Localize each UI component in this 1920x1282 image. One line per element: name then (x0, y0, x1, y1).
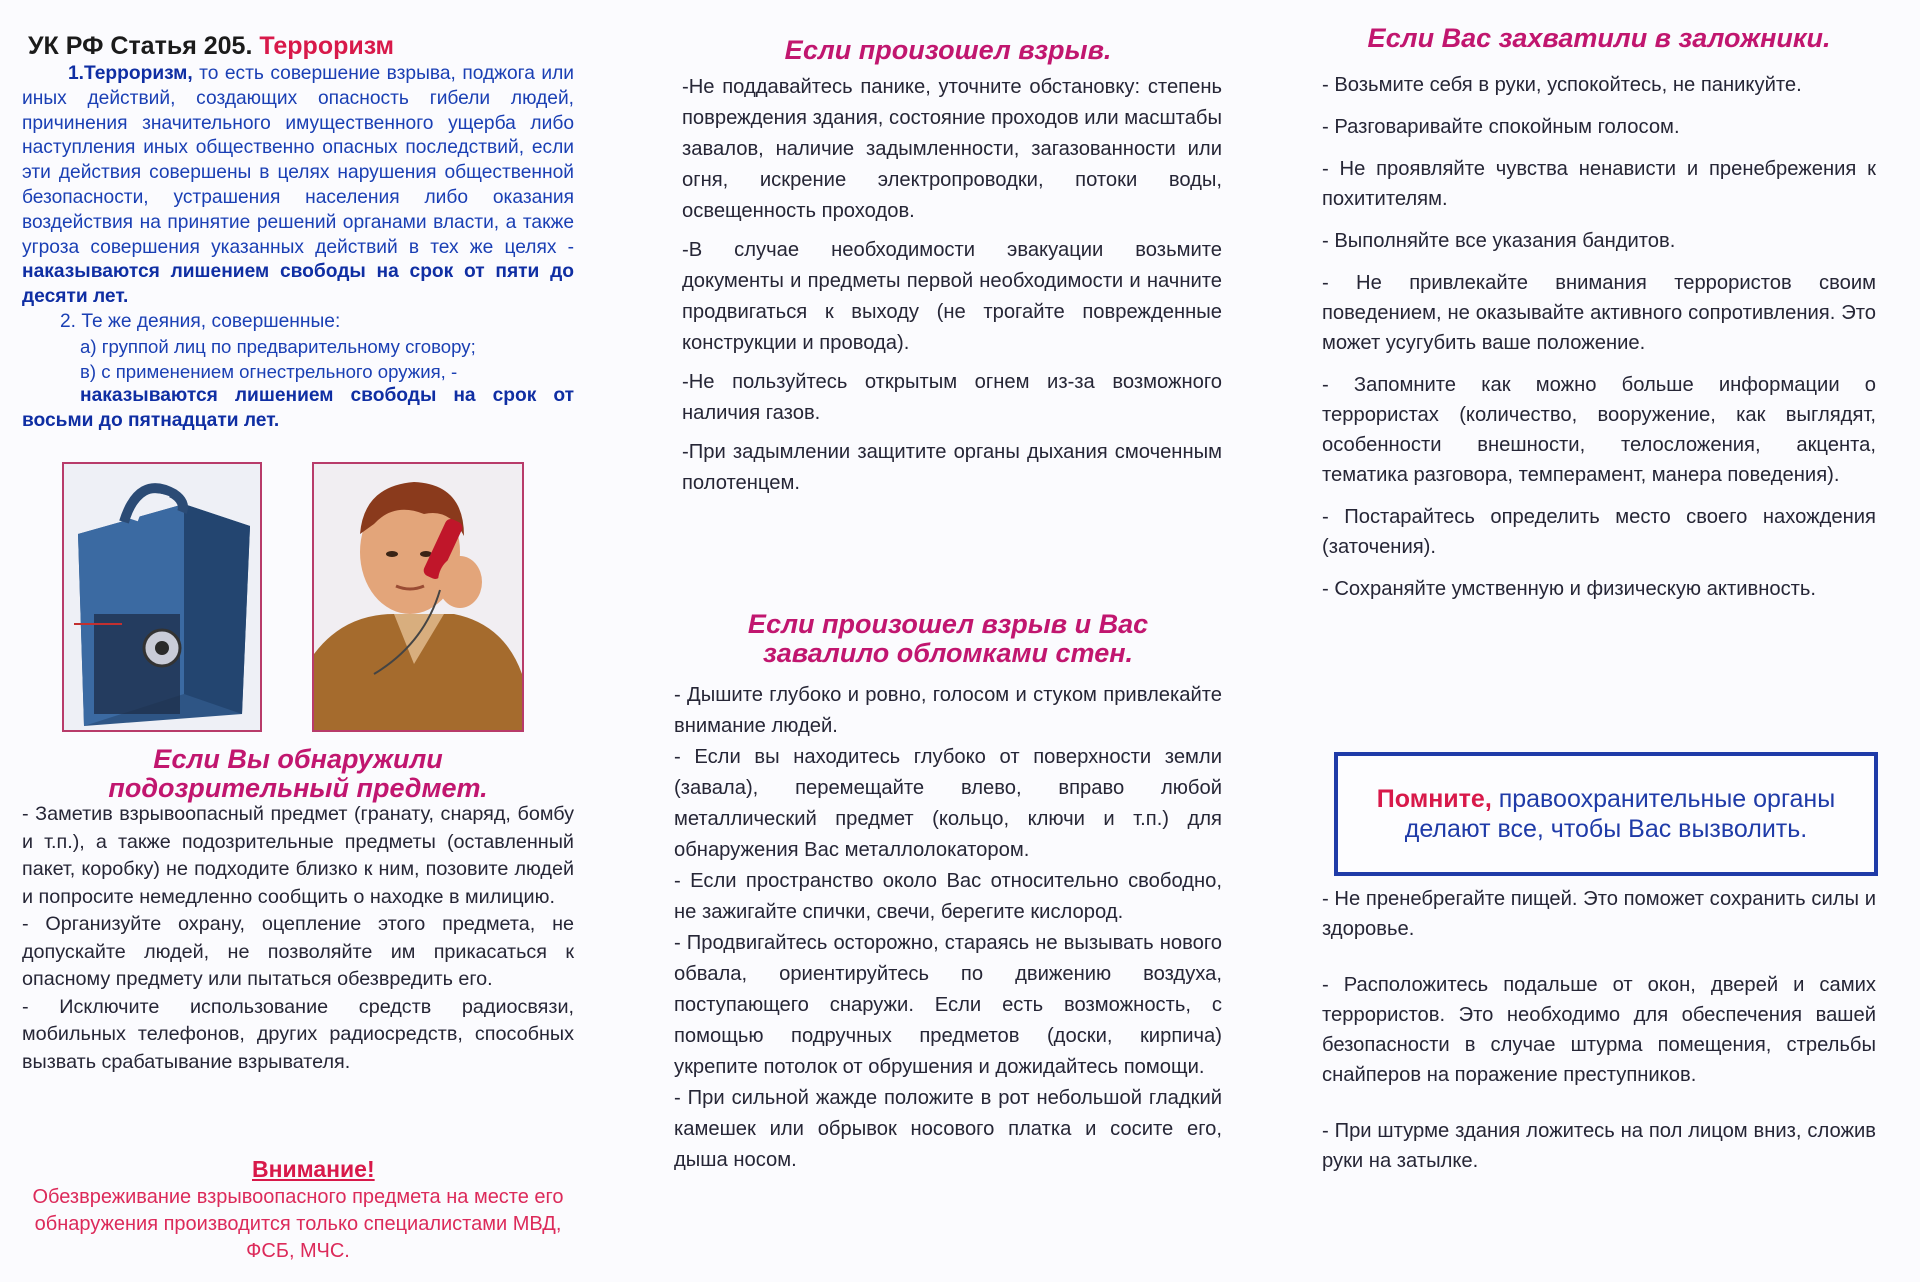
rubble-item: - Дышите глубоко и ровно, голосом и стуком привлекайте внимание людей. (674, 684, 1222, 737)
attention-text: Обезвреживание взрывоопасного предмета на месте его обнаружения производится только специалистами МВД, ФСБ, МЧС. (32, 1186, 564, 1262)
law-title-terrorism: Терроризм (259, 32, 395, 60)
rubble-item: - Если пространство около Вас относительно свободно, не зажигайте спички, свечи, берегите кислород. (674, 870, 1222, 923)
suspicious-heading: Если Вы обнаружили подозрительный предмет. (108, 744, 488, 803)
man-phone-icon (314, 464, 522, 730)
hostage-item: - Сохраняйте умственную и физическую активность. (1322, 578, 1817, 600)
hostage-item: - При штурме здания ложитесь на пол лицом вниз, сложив руки на затылке. (1322, 1120, 1876, 1172)
remember-label: Помните, (1376, 785, 1492, 813)
law-article-text (22, 62, 574, 434)
suspicious-item: - Заметив взрывоопасный предмет (гранату, снаряд, бомбу и т.п.), а также подозрительные предметы (оставленный пакет, коробку) не подходите близко к ним, позовите людей и попросите немедленно сообщить о находке в милицию. (22, 803, 574, 908)
hostage-item: - Постарайтесь определить место своего нахождения (заточения). (1322, 506, 1876, 558)
rubble-heading: Если произошел взрыв и Вас завалило обломками стен. (747, 609, 1149, 668)
hostage-item: - Не привлекайте внимания террористов своим поведением, не оказывайте активного сопротивления. Это может усугубить ваше положение. (1322, 272, 1876, 354)
hostage-item: - Возьмите себя в руки, успокойтесь, не паникуйте. (1322, 74, 1802, 96)
remember-callout-box (1334, 752, 1878, 876)
hostage-item: - Запомните как можно больше информации о террористах (количество, вооружение, как выглядят, особенности внешности, телосложения, акцента, тематика разговора, темперамент, манера поведения). (1322, 374, 1876, 486)
suspicious-item: - Исключите использование средств радиосвязи, мобильных телефонов, других радиосредств, способных вызвать срабатывание взрывателя. (22, 995, 574, 1073)
bag-bomb-icon (64, 464, 260, 730)
suspicious-item: - Организуйте охрану, оцепление этого предмета, не допускайте людей, не позволяйте им прикасаться к опасному предмету или пытаться обезвредить его. (22, 913, 574, 990)
hostage-instructions-after (1322, 884, 1876, 1202)
explosion-item: -В случае необходимости эвакуации возьмите документы и предметы первой необходимости и начните продвигаться к выходу (не трогайте поврежденные конструкции и провода). (682, 239, 1222, 354)
law-title: УК РФ Статья 205. Терроризм (28, 32, 395, 60)
explosion-item: -Не поддавайтесь панике, уточните обстановку: степень повреждения здания, состояние проходов или масштабы завалов, наличие задымленности, загазованности или огня, искрение электропроводки, потоки воды, освещенность проходов. (682, 76, 1222, 222)
explosion-heading: Если произошел взрыв. (784, 35, 1112, 65)
law-part-2-intro: 2. Те же деяния, совершенные: (60, 310, 341, 332)
remember-text: правоохранительные органы делают все, чтобы Вас вызволить. (1404, 785, 1836, 843)
law-part-2-b: в) с применением огнестрельного оружия, - (80, 360, 458, 382)
hostage-item: - Расположитесь подальше от окон, дверей и самих террористов. Это необходимо для обеспечения вашей безопасности в случае штурма помещения, стрельбы снайперов на поражение преступников. (1322, 974, 1876, 1086)
man-calling-illustration (312, 462, 524, 732)
explosion-instructions (682, 72, 1222, 507)
law-part-2-a: а) группой лиц по предварительному сговору; (80, 335, 476, 357)
hostage-item: - Не проявляйте чувства ненависти и пренебрежения к похитителям. (1322, 158, 1876, 210)
suspicious-bag-illustration (62, 462, 262, 732)
hostage-instructions (1322, 70, 1876, 616)
attention-title: Внимание! (252, 1156, 375, 1182)
law-part-2-penalty: наказываются лишением свободы на срок от восьми до пятнадцати лет. (22, 385, 574, 432)
hostage-heading: Если Вас захватили в заложники. (1367, 23, 1831, 53)
explosion-item: -При задымлении защитите органы дыхания смоченным полотенцем. (682, 441, 1222, 494)
explosion-item: -Не пользуйтесь открытым огнем из-за возможного наличия газов. (682, 371, 1222, 424)
rubble-instructions (674, 680, 1222, 1176)
rubble-item: - При сильной жажде положите в рот небольшой гладкий камешек или обрывок носового платка и сосите его, дыша носом. (674, 1087, 1222, 1171)
hostage-item: - Выполняйте все указания бандитов. (1322, 230, 1676, 252)
rubble-item: - Если вы находитесь глубоко от поверхности земли (завала), перемещайте влево, вправо любой металлический предмет (кольцо, ключи и т.п.) для обнаружения Вас металлолокатором. (674, 746, 1222, 861)
law-part-1: 1.Терроризм, то есть совершение взрыва, поджога или иных действий, создающих опасность гибели людей, причинения значительного имущественного ущерба либо наступления иных общественно опасных последствий, если эти действия совершены в целях нарушения общественной безопасности, устрашения населения либо оказания воздействия на принятие решений органами власти, а также угроза совершения указанных действий в тех же целях - наказываются лишением свободы на срок от пяти до десяти лет. (22, 63, 574, 308)
hostage-item: - Разговаривайте спокойным голосом. (1322, 116, 1680, 138)
hostage-item: - Не пренебрегайте пищей. Это поможет сохранить силы и здоровье. (1322, 888, 1876, 940)
suspicious-instructions (22, 801, 574, 1076)
rubble-item: - Продвигайтесь осторожно, стараясь не вызывать нового обвала, ориентируйтесь по движению воздуха, поступающего снаружи. Если есть возможность, с помощью подручных предметов (доски, кирпича) укрепите потолок от обрушения и дожидайтесь помощи. (674, 932, 1222, 1078)
